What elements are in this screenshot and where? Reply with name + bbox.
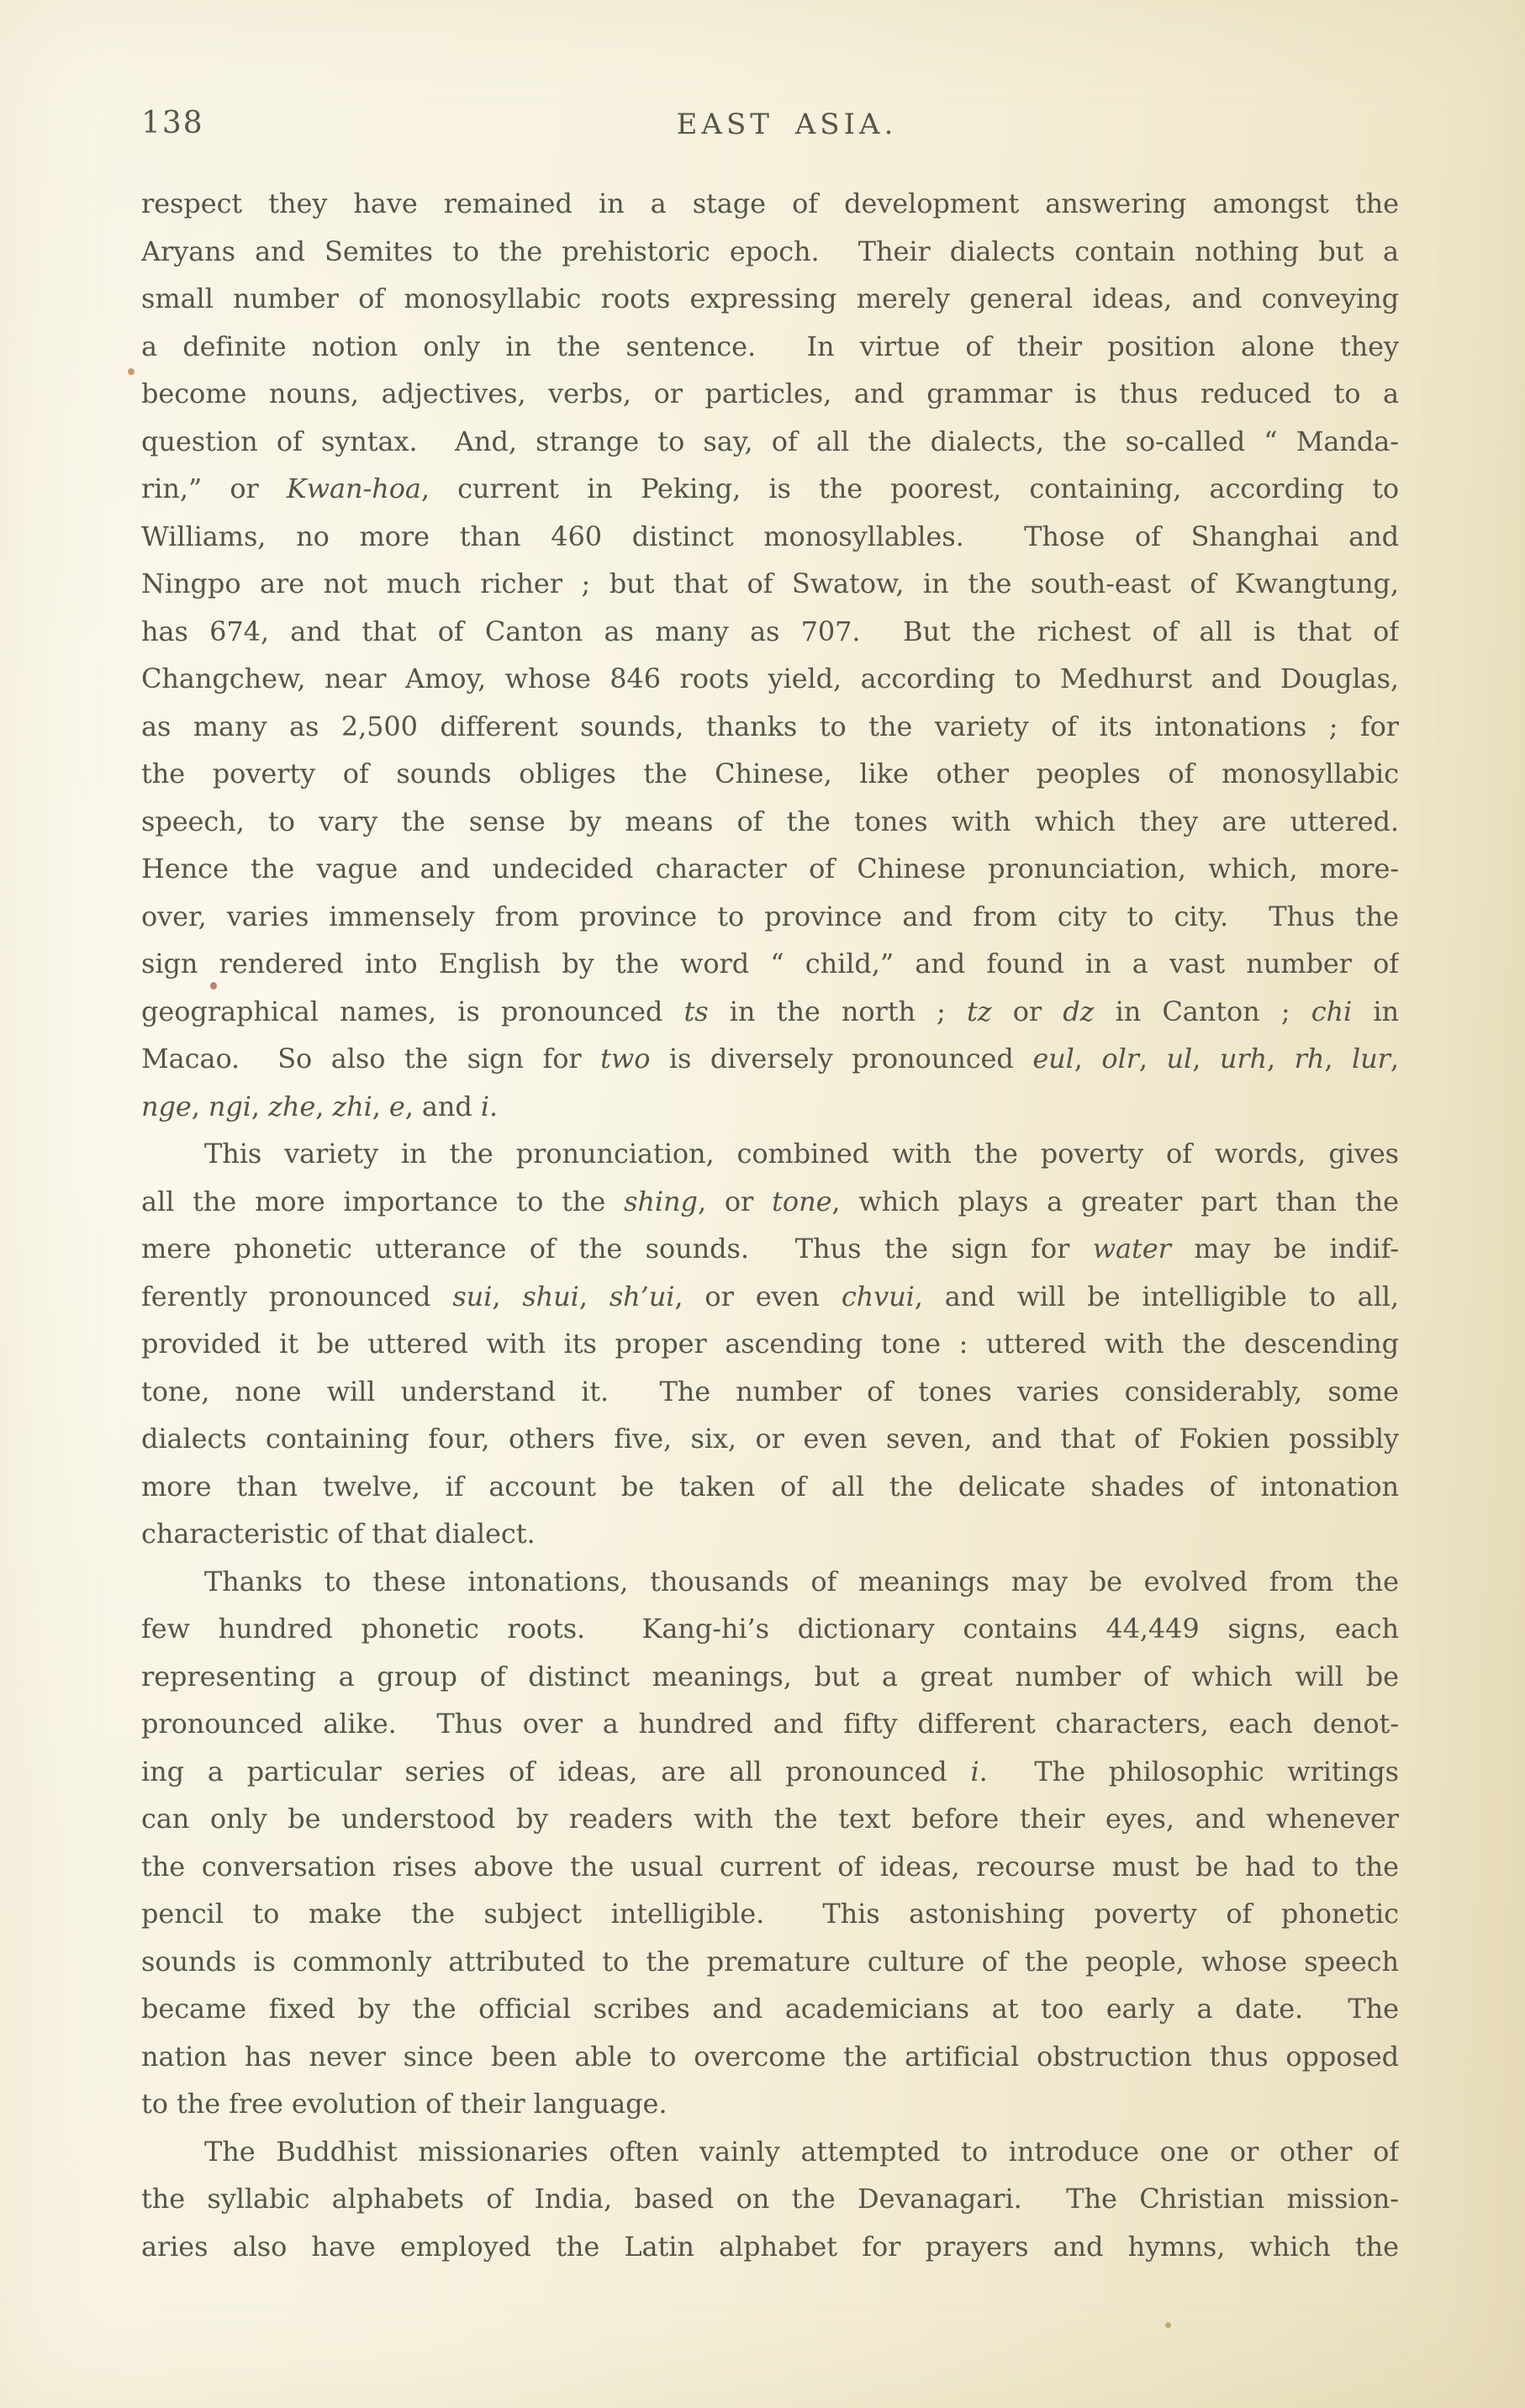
text-run: a definite notion only in the sentence. In virtue of their position alone they bbox=[141, 330, 1399, 362]
text-run: , and bbox=[404, 1090, 481, 1122]
text-run: the syllabic alphabets of India, based on the Devanagari. The Christian mission- bbox=[141, 2183, 1399, 2215]
text-line bbox=[141, 1035, 1399, 1083]
page-number: 138 bbox=[141, 106, 204, 140]
text-run: can only be understood by readers with the text before their eyes, and whenever bbox=[141, 1803, 1399, 1835]
text-line bbox=[141, 513, 1399, 561]
text-run: dialects containing four, others five, six, or even seven, and that of Fokien possibly bbox=[141, 1423, 1399, 1455]
text-run: representing a group of distinct meanings, but a great number of which will be bbox=[141, 1660, 1399, 1692]
body-text bbox=[141, 180, 1399, 2270]
text-run: become nouns, adjectives, verbs, or particles, and grammar is thus reduced to a bbox=[141, 378, 1399, 409]
text-run: , bbox=[191, 1090, 208, 1122]
text-run: as many as 2,500 different sounds, thanks to the variety of its intonations ; for bbox=[141, 710, 1399, 742]
text-run: mere phonetic utterance of the sounds. Thus the sign for bbox=[141, 1233, 1093, 1265]
text-run: , bbox=[1192, 1043, 1220, 1075]
italic-run: sui bbox=[452, 1280, 493, 1312]
italic-run: lur bbox=[1352, 1043, 1390, 1075]
italic-run: dz bbox=[1063, 995, 1095, 1027]
text-run: Thanks to these intonations, thousands of meanings may be evolved from the bbox=[204, 1565, 1399, 1597]
text-run: question of syntax. And, strange to say, of all the dialects, the so-called “ Manda- bbox=[141, 425, 1399, 457]
text-line bbox=[141, 1653, 1399, 1701]
text-line bbox=[141, 655, 1399, 703]
text-line bbox=[141, 1368, 1399, 1416]
text-line bbox=[141, 1938, 1399, 1986]
text-run: . bbox=[488, 1090, 499, 1122]
text-line bbox=[141, 465, 1399, 513]
text-run: in the north ; bbox=[708, 995, 968, 1027]
italic-run: chvui bbox=[841, 1280, 915, 1312]
text-line bbox=[141, 1748, 1399, 1796]
text-line bbox=[141, 1558, 1399, 1606]
text-line bbox=[141, 1843, 1399, 1891]
text-line bbox=[141, 988, 1399, 1036]
text-line bbox=[141, 1178, 1399, 1226]
text-run: , and will be intelligible to all, bbox=[914, 1280, 1399, 1312]
text-run: or bbox=[991, 995, 1063, 1027]
italic-run: i bbox=[480, 1090, 489, 1122]
italic-run: tone bbox=[772, 1185, 832, 1217]
text-run: aries also have employed the Latin alphabet for prayers and hymns, which the bbox=[141, 2230, 1399, 2263]
italic-run: tz bbox=[967, 995, 992, 1027]
italic-run: eul bbox=[1032, 1043, 1074, 1075]
italic-run: e bbox=[388, 1090, 405, 1122]
text-run: , bbox=[1324, 1043, 1353, 1075]
text-run: , bbox=[1138, 1043, 1167, 1075]
text-line bbox=[141, 940, 1399, 988]
paper-speck bbox=[128, 368, 135, 375]
text-run: , bbox=[372, 1090, 389, 1122]
text-run: Changchew, near Amoy, whose 846 roots yield, according to Medhurst and Douglas, bbox=[141, 663, 1399, 694]
italic-run: chi bbox=[1311, 995, 1353, 1027]
text-line bbox=[141, 893, 1399, 941]
italic-run: zhi bbox=[332, 1090, 372, 1122]
italic-run: sh’ui bbox=[609, 1280, 675, 1312]
text-run: is diversely pronounced bbox=[650, 1043, 1033, 1075]
text-run: Aryans and Semites to the prehistoric epoch. Their dialects contain nothing but a bbox=[141, 235, 1399, 267]
text-run: more than twelve, if account be taken of all the delicate shades of intonation bbox=[141, 1470, 1399, 1502]
text-run: The Buddhist missionaries often vainly attempted to introduce one or other of bbox=[204, 2135, 1399, 2168]
text-line bbox=[141, 608, 1399, 656]
text-line bbox=[141, 228, 1399, 276]
text-run: This variety in the pronunciation, combined with the poverty of words, gives bbox=[204, 1138, 1399, 1170]
text-run: few hundred phonetic roots. Kang-hi’s dictionary contains 44,449 signs, each bbox=[141, 1613, 1399, 1645]
italic-run: Kwan-hoa bbox=[286, 473, 421, 504]
italic-run: ul bbox=[1166, 1043, 1193, 1075]
text-line bbox=[141, 1890, 1399, 1938]
italic-run: ts bbox=[683, 995, 709, 1027]
text-run: characteristic of that dialect. bbox=[141, 1518, 536, 1550]
text-run: to the free evolution of their language. bbox=[141, 2088, 668, 2120]
italic-run: water bbox=[1092, 1233, 1171, 1265]
text-run: over, varies immensely from province to province and from city to city. Thus the bbox=[141, 900, 1399, 932]
paper-speck bbox=[1165, 2322, 1171, 2328]
text-run: in bbox=[1352, 995, 1399, 1027]
text-run: respect they have remained in a stage of development answering amongst the bbox=[141, 187, 1399, 219]
text-run: , current in Peking, is the poorest, containing, according to bbox=[420, 473, 1399, 504]
text-run: tone, none will understand it. The number of tones varies considerably, some bbox=[141, 1375, 1399, 1407]
text-run: sounds is commonly attributed to the premature culture of the people, whose speech bbox=[141, 1945, 1399, 1978]
text-line bbox=[141, 560, 1399, 608]
text-run: Hence the vague and undecided character of Chinese pronunciation, which, more- bbox=[141, 853, 1399, 885]
text-run: , bbox=[1074, 1043, 1102, 1075]
text-run: rin,” or bbox=[141, 473, 287, 504]
running-title: EAST ASIA. bbox=[676, 108, 898, 141]
text-line bbox=[141, 1510, 1399, 1558]
paper-speck bbox=[210, 982, 217, 990]
text-line bbox=[141, 2033, 1399, 2081]
text-run: , which plays a greater part than the bbox=[831, 1185, 1399, 1217]
text-run: Williams, no more than 460 distinct monosyllables. Those of Shanghai and bbox=[141, 520, 1399, 552]
italic-run: zhe bbox=[268, 1090, 316, 1122]
text-run: all the more importance to the bbox=[141, 1185, 625, 1217]
text-line bbox=[141, 275, 1399, 323]
text-line bbox=[141, 798, 1399, 846]
text-run: . The philosophic writings bbox=[979, 1755, 1399, 1788]
text-line bbox=[141, 845, 1399, 893]
text-line bbox=[141, 1985, 1399, 2033]
italic-run: olr bbox=[1101, 1043, 1139, 1075]
text-line bbox=[141, 323, 1399, 371]
text-run: speech, to vary the sense by means of the tones with which they are uttered. bbox=[141, 805, 1399, 837]
text-run: the conversation rises above the usual current of ideas, recourse must be had to the bbox=[141, 1850, 1399, 1883]
italic-run: rh bbox=[1294, 1043, 1325, 1075]
text-run: pronounced alike. Thus over a hundred and fifty different characters, each denot- bbox=[141, 1708, 1399, 1740]
text-run: in Canton ; bbox=[1094, 995, 1311, 1027]
text-run: may be indif- bbox=[1170, 1233, 1399, 1265]
italic-run: ngi bbox=[208, 1090, 251, 1122]
text-line bbox=[141, 2128, 1399, 2176]
italic-run: nge bbox=[141, 1090, 192, 1122]
text-line bbox=[141, 370, 1399, 418]
text-run: sign rendered into English by the word “ child,” and found in a vast number of bbox=[141, 948, 1399, 980]
text-run: geographical names, is pronounced bbox=[141, 995, 684, 1027]
text-line bbox=[141, 1130, 1399, 1178]
text-line bbox=[141, 418, 1399, 466]
italic-run: shing bbox=[624, 1185, 698, 1217]
text-line bbox=[141, 703, 1399, 751]
text-line bbox=[141, 1463, 1399, 1511]
text-run: ing a particular series of ideas, are all pronounced bbox=[141, 1755, 971, 1788]
text-run: , or even bbox=[674, 1280, 842, 1312]
text-line bbox=[141, 1415, 1399, 1463]
text-run: nation has never since been able to overcome the artificial obstruction thus opposed bbox=[141, 2040, 1399, 2073]
text-run: provided it be uttered with its proper ascending tone : uttered with the descending bbox=[141, 1328, 1399, 1360]
text-line bbox=[141, 2080, 1399, 2128]
text-run: , bbox=[492, 1280, 523, 1312]
text-line bbox=[141, 2175, 1399, 2223]
text-line bbox=[141, 2223, 1399, 2271]
page-header bbox=[141, 104, 1399, 141]
text-line bbox=[141, 1795, 1399, 1843]
text-run: small number of monosyllabic roots expressing merely general ideas, and conveying bbox=[141, 283, 1399, 314]
text-run: , bbox=[578, 1280, 609, 1312]
text-line bbox=[141, 1225, 1399, 1273]
text-run: has 674, and that of Canton as many as 707. But the richest of all is that of bbox=[141, 615, 1399, 647]
text-line bbox=[141, 180, 1399, 228]
text-run: , or bbox=[697, 1185, 773, 1217]
text-line bbox=[141, 750, 1399, 798]
text-run: , bbox=[315, 1090, 333, 1122]
italic-run: urh bbox=[1219, 1043, 1268, 1075]
text-line bbox=[141, 1273, 1399, 1321]
text-run: , bbox=[1390, 1043, 1399, 1075]
text-run: , bbox=[251, 1090, 269, 1122]
text-line bbox=[141, 1320, 1399, 1368]
text-run: became fixed by the official scribes and academicians at too early a date. The bbox=[141, 1993, 1399, 2025]
italic-run: shui bbox=[522, 1280, 579, 1312]
text-line bbox=[141, 1700, 1399, 1748]
italic-run: two bbox=[600, 1043, 651, 1075]
text-run: ferently pronounced bbox=[141, 1280, 453, 1312]
text-run: Ningpo are not much richer ; but that of Swatow, in the south-east of Kwangtung, bbox=[141, 568, 1399, 599]
text-run: pencil to make the subject intelligible. This astonishing poverty of phonetic bbox=[141, 1898, 1399, 1930]
text-run: the poverty of sounds obliges the Chinese, like other peoples of monosyllabic bbox=[141, 758, 1399, 789]
text-run: , bbox=[1267, 1043, 1295, 1075]
text-line bbox=[141, 1605, 1399, 1653]
text-run: Macao. So also the sign for bbox=[141, 1043, 601, 1075]
italic-run: i bbox=[970, 1755, 979, 1788]
text-line bbox=[141, 1083, 1399, 1131]
